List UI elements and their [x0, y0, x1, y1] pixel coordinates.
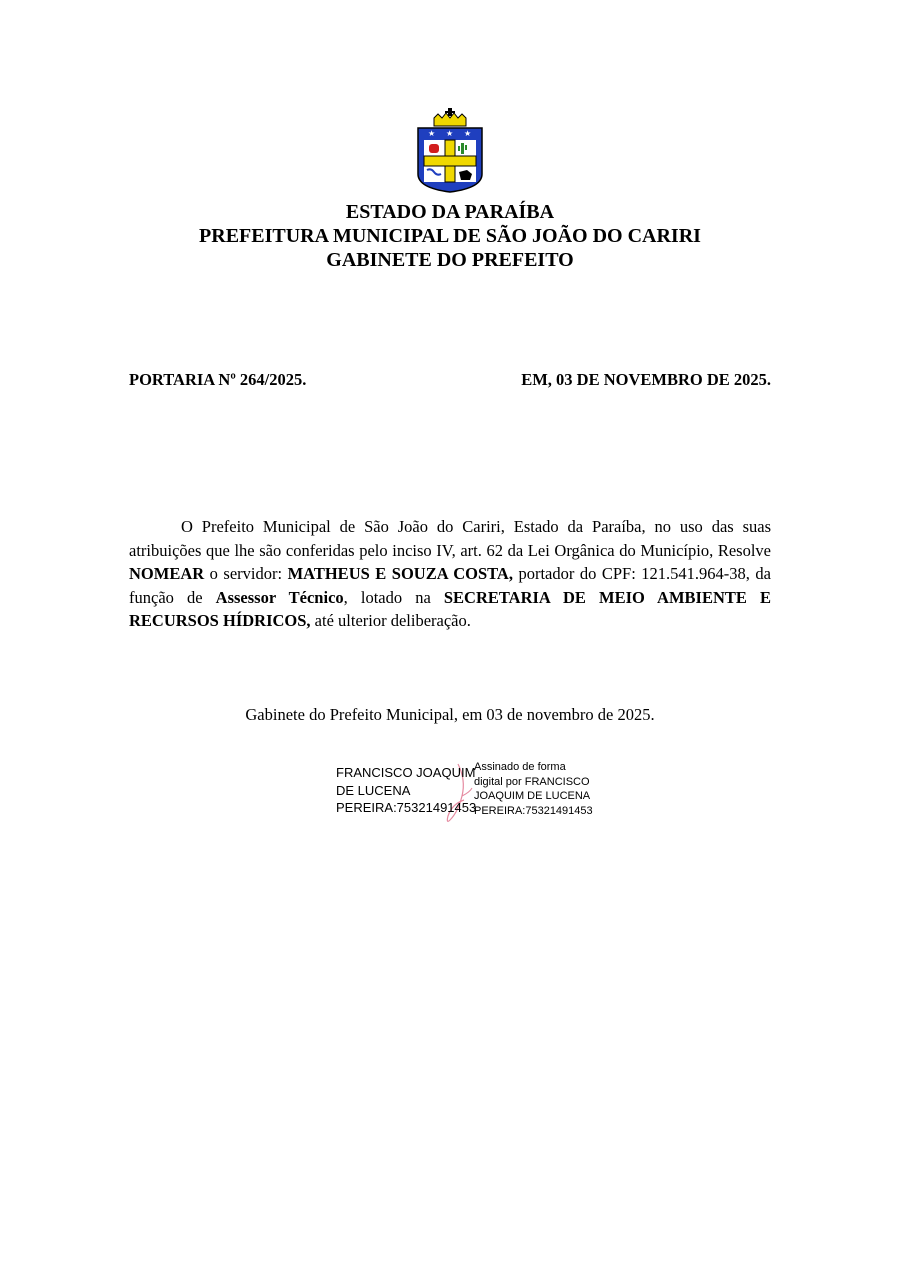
portaria-date: EM, 03 DE NOVEMBRO DE 2025.	[521, 370, 771, 389]
body-text-1: O Prefeito Municipal de São João do Cariri, Estado da Paraíba, no uso das suas atribuições que lhe são conferidas pelo inciso IV, art. 62 da Lei Orgânica do Município, Resolve	[129, 517, 771, 560]
signature-signer-line: PEREIRA:75321491453	[336, 800, 477, 815]
body-text-3: portador do CPF: 121.541.964-38, da função de	[129, 564, 771, 607]
body-text-4: , lotado na	[343, 587, 444, 607]
signature-stamp-line: JOAQUIM DE LUCENA	[474, 790, 591, 802]
signature-signer-line: FRANCISCO JOAQUIM	[336, 765, 476, 780]
closing-line: Gabinete do Prefeito Municipal, em 03 de novembro de 2025.	[245, 705, 655, 724]
municipal-crest-icon	[414, 108, 486, 194]
header-state: ESTADO DA PARAÍBA	[345, 201, 555, 223]
body-text-5: até ulterior deliberação.	[310, 611, 471, 630]
signature-stamp-line: Assinado de forma	[474, 761, 566, 773]
signature-stamp-block	[474, 760, 593, 818]
signature-signer-block	[336, 764, 476, 817]
header-prefecture: PREFEITURA MUNICIPAL DE SÃO JOÃO DO CARIRI	[199, 225, 701, 247]
body-appointee-name: MATHEUS E SOUZA COSTA,	[287, 564, 513, 583]
signature-signer-line: DE LUCENA	[336, 782, 411, 798]
body-text-2: o servidor:	[204, 564, 288, 583]
svg-text:★: ★	[428, 129, 436, 138]
signature-stamp-line: PEREIRA:75321491453	[474, 804, 593, 817]
body-role: Assessor Técnico	[215, 587, 344, 607]
svg-text:★: ★	[464, 129, 472, 138]
body-verb: NOMEAR	[129, 564, 205, 583]
portaria-number: PORTARIA Nº 264/2025.	[129, 370, 307, 389]
header-cabinet: GABINETE DO PREFEITO	[326, 249, 574, 271]
signature-stamp-line: digital por FRANCISCO	[474, 775, 590, 788]
svg-text:★: ★	[446, 129, 454, 138]
body-department: SECRETARIA DE MEIO AMBIENTE E RECURSOS HÍDRICOS,	[129, 587, 771, 630]
digital-signature	[336, 760, 606, 826]
body-paragraph	[129, 515, 771, 633]
